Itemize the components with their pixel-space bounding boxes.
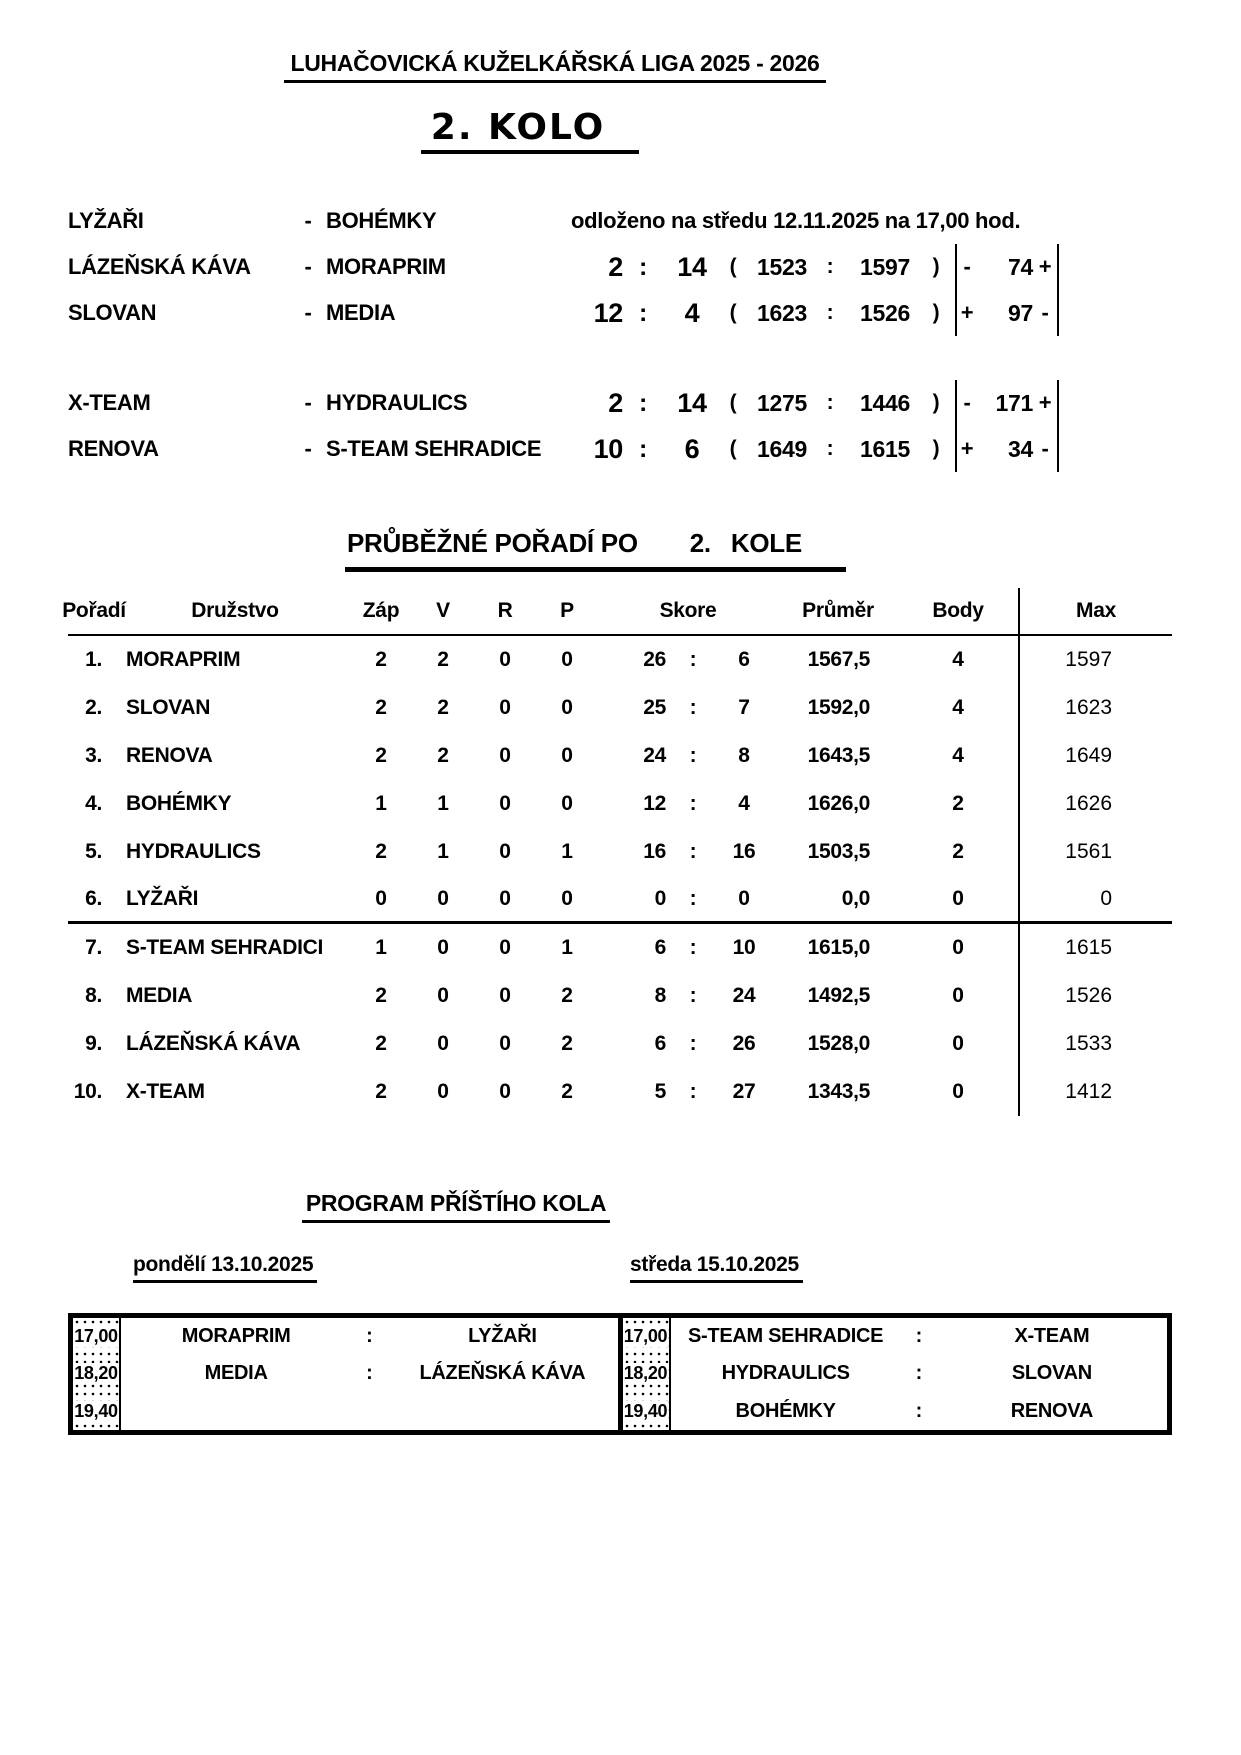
col-header-zap: Záp xyxy=(350,588,412,636)
standings-title-suffix: KOLE xyxy=(730,528,802,558)
pins-away: 1615 xyxy=(860,435,910,462)
versus-colon: : xyxy=(915,1362,922,1385)
score-against: 7 xyxy=(738,696,750,719)
paren-close: ) xyxy=(932,255,940,278)
time-label: 19,40 xyxy=(623,1400,668,1421)
match-row xyxy=(68,290,1241,336)
max-score: 1412 xyxy=(1018,1068,1172,1116)
home-team: SLOVAN xyxy=(68,300,157,325)
score-for: 6 xyxy=(654,1032,666,1055)
col-header-skore: Skore xyxy=(598,588,778,636)
rank: 6. xyxy=(68,876,120,924)
time-slot xyxy=(623,1318,669,1355)
average: 1626,0 xyxy=(807,792,870,815)
paren-close: ) xyxy=(932,391,940,414)
losses: 0 xyxy=(561,696,573,719)
diff-sign-left: + xyxy=(955,290,977,336)
average: 0,0 xyxy=(778,876,898,924)
away-team: LÁZEŇSKÁ KÁVA xyxy=(419,1362,586,1385)
time-column xyxy=(73,1318,121,1430)
max-score: 1561 xyxy=(1018,828,1172,876)
average: 1503,5 xyxy=(807,840,870,863)
paren-open: ( xyxy=(729,437,737,460)
pins-colon: : xyxy=(826,437,834,460)
score-home: 2 xyxy=(608,251,623,282)
score-for: 16 xyxy=(643,840,666,863)
versus-colon: : xyxy=(366,1325,373,1348)
games: 2 xyxy=(375,744,387,767)
schedule-row xyxy=(121,1355,618,1392)
rank: 4. xyxy=(85,792,102,815)
score-home: 2 xyxy=(608,387,623,418)
wins: 1 xyxy=(437,840,449,863)
points: 4 xyxy=(952,648,964,671)
draws: 0 xyxy=(474,876,536,924)
score-colon: : xyxy=(676,876,710,924)
versus-colon: : xyxy=(366,1362,373,1385)
score-colon: : xyxy=(689,792,697,815)
separator-dash: - xyxy=(304,390,312,415)
average: 1343,5 xyxy=(807,1080,870,1103)
score-colon: : xyxy=(689,1080,697,1103)
schedule-rows xyxy=(121,1318,618,1430)
team-name: MORAPRIM xyxy=(126,648,241,671)
match-row xyxy=(68,244,1241,290)
paren-open: ( xyxy=(729,255,737,278)
score-against: 6 xyxy=(738,648,750,671)
pins-colon: : xyxy=(826,255,834,278)
score-colon: : xyxy=(689,1032,697,1055)
max-score: 1533 xyxy=(1018,1020,1172,1068)
results-section xyxy=(68,198,1241,472)
team-name: LYŽAŘI xyxy=(120,876,350,924)
wins: 2 xyxy=(437,744,449,767)
score-colon: : xyxy=(638,252,648,281)
pins-home: 1275 xyxy=(757,389,807,416)
score-colon: : xyxy=(689,840,697,863)
score-for: 12 xyxy=(643,792,666,815)
program-title-area xyxy=(0,1190,912,1223)
schedule-row xyxy=(671,1318,1168,1355)
score-for: 26 xyxy=(643,648,666,671)
score-against: 4 xyxy=(738,792,750,815)
score-against: 0 xyxy=(710,876,778,924)
points: 0 xyxy=(952,1080,964,1103)
rank: 5. xyxy=(85,840,102,863)
time-slot xyxy=(623,1393,669,1430)
average: 1528,0 xyxy=(807,1032,870,1055)
wins: 0 xyxy=(437,984,449,1007)
team-name: X-TEAM xyxy=(126,1080,205,1103)
home-team: MEDIA xyxy=(204,1362,268,1385)
col-header-druzstvo: Družstvo xyxy=(120,588,350,636)
losses: 2 xyxy=(561,1032,573,1055)
games: 2 xyxy=(375,1080,387,1103)
score-against: 10 xyxy=(732,936,756,959)
wins: 0 xyxy=(412,876,474,924)
losses: 1 xyxy=(561,840,573,863)
max-score: 1626 xyxy=(1018,780,1172,828)
draws: 0 xyxy=(499,1032,511,1055)
time-label: 18,20 xyxy=(623,1363,668,1384)
losses: 0 xyxy=(561,792,573,815)
time-label: 17,00 xyxy=(623,1326,668,1347)
max-score: 1615 xyxy=(1018,924,1172,972)
league-title: LUHAČOVICKÁ KUŽELKÁŘSKÁ LIGA 2025 - 2026 xyxy=(284,50,825,83)
col-header-body: Body xyxy=(898,588,1018,636)
max-score: 1526 xyxy=(1018,972,1172,1020)
score-away: 14 xyxy=(677,251,707,282)
score-home: 10 xyxy=(593,433,623,464)
program-date-monday: pondělí 13.10.2025 xyxy=(133,1253,317,1283)
score-colon: : xyxy=(638,298,648,327)
away-team: X-TEAM xyxy=(1014,1325,1090,1348)
draws: 0 xyxy=(499,696,511,719)
score-against: 27 xyxy=(732,1080,756,1103)
max-score: 1597 xyxy=(1018,636,1172,684)
team-name: RENOVA xyxy=(126,744,213,767)
schedule-rows xyxy=(671,1318,1168,1430)
rank: 8. xyxy=(85,984,102,1007)
diff-sign-right: + xyxy=(1033,380,1059,426)
paren-close: ) xyxy=(932,437,940,460)
draws: 0 xyxy=(499,744,511,767)
score-for: 6 xyxy=(654,936,666,959)
away-team: RENOVA xyxy=(1010,1399,1094,1422)
away-team: SLOVAN xyxy=(1011,1362,1092,1385)
pins-away: 1597 xyxy=(860,253,910,280)
draws: 0 xyxy=(499,792,511,815)
pins-away: 1526 xyxy=(860,299,910,326)
time-label: 17,00 xyxy=(74,1326,118,1347)
col-header-v: V xyxy=(412,588,474,636)
pins-colon: : xyxy=(826,391,834,414)
standings-title xyxy=(345,528,846,572)
games: 2 xyxy=(375,648,387,671)
time-label: 18,20 xyxy=(74,1363,118,1384)
wins: 1 xyxy=(437,792,449,815)
score-for: 8 xyxy=(654,984,666,1007)
diff-sign-left: - xyxy=(955,380,977,426)
score-away: 14 xyxy=(677,387,707,418)
games: 2 xyxy=(375,1032,387,1055)
team-name: S-TEAM SEHRADICI xyxy=(126,936,324,959)
away-team: MEDIA xyxy=(326,300,396,325)
schedule-row xyxy=(121,1393,618,1430)
separator-dash: - xyxy=(304,208,312,233)
match-row xyxy=(68,426,1241,472)
score-away: 4 xyxy=(684,297,700,328)
score-against: 8 xyxy=(738,744,750,767)
schedule-row xyxy=(671,1393,1168,1430)
losses: 0 xyxy=(536,876,598,924)
time-slot xyxy=(623,1355,669,1392)
header-area xyxy=(0,50,1110,83)
program-date-wednesday: středa 15.10.2025 xyxy=(630,1253,803,1283)
wins: 2 xyxy=(437,648,449,671)
games: 1 xyxy=(375,936,387,959)
points: 2 xyxy=(952,792,964,815)
home-team: LYŽAŘI xyxy=(68,208,144,233)
separator-dash: - xyxy=(304,436,312,461)
games: 2 xyxy=(375,984,387,1007)
draws: 0 xyxy=(499,1080,511,1103)
team-name: BOHÉMKY xyxy=(126,792,232,815)
rank: 7. xyxy=(85,936,102,959)
away-team: LYŽAŘI xyxy=(468,1325,537,1348)
schedule-box xyxy=(68,1313,1172,1435)
home-team: X-TEAM xyxy=(68,390,151,415)
standings-title-area xyxy=(345,528,1241,572)
time-slot xyxy=(73,1318,119,1355)
team-name: HYDRAULICS xyxy=(126,840,261,863)
diff-value: 34 xyxy=(1008,435,1033,462)
average: 1592,0 xyxy=(807,696,870,719)
schedule-monday xyxy=(73,1318,623,1430)
paren-open: ( xyxy=(729,391,737,414)
score-against: 16 xyxy=(732,840,756,863)
score-for: 0 xyxy=(598,876,676,924)
points: 4 xyxy=(952,744,964,767)
points: 4 xyxy=(952,696,964,719)
team-name: LÁZEŇSKÁ KÁVA xyxy=(126,1032,301,1055)
losses: 2 xyxy=(561,1080,573,1103)
pins-home: 1523 xyxy=(757,253,807,280)
pins-away: 1446 xyxy=(860,389,910,416)
home-team: BOHÉMKY xyxy=(735,1399,836,1422)
schedule-row xyxy=(671,1355,1168,1392)
draws: 0 xyxy=(499,840,511,863)
home-team: RENOVA xyxy=(68,436,159,461)
losses: 0 xyxy=(561,648,573,671)
home-team: S-TEAM SEHRADICE xyxy=(688,1325,884,1348)
games: 0 xyxy=(350,876,412,924)
average: 1615,0 xyxy=(807,936,870,959)
losses: 0 xyxy=(561,744,573,767)
score-for: 5 xyxy=(654,1080,666,1103)
rank: 1. xyxy=(85,648,102,671)
average: 1492,5 xyxy=(807,984,870,1007)
diff-sign-right: - xyxy=(1033,426,1059,472)
results-spacer xyxy=(68,336,1241,380)
score-away: 6 xyxy=(684,433,700,464)
home-team: HYDRAULICS xyxy=(721,1362,850,1385)
pins-colon: : xyxy=(826,301,834,324)
diff-sign-left: - xyxy=(955,244,977,290)
paren-close: ) xyxy=(932,301,940,324)
points: 2 xyxy=(952,840,964,863)
diff-sign-right: - xyxy=(1033,290,1059,336)
match-row xyxy=(68,380,1241,426)
score-home: 12 xyxy=(593,297,623,328)
games: 1 xyxy=(375,792,387,815)
score-colon: : xyxy=(638,434,648,463)
match-row xyxy=(68,198,1241,244)
program-title: PROGRAM PŘÍŠTÍHO KOLA xyxy=(302,1190,610,1223)
diff-value: 171 xyxy=(995,389,1033,416)
away-team: BOHÉMKY xyxy=(326,208,437,233)
games: 2 xyxy=(375,696,387,719)
time-label: 19,40 xyxy=(74,1400,118,1421)
losses: 2 xyxy=(561,984,573,1007)
versus-colon: : xyxy=(915,1325,922,1348)
round-title-area xyxy=(0,107,1060,154)
games: 2 xyxy=(375,840,387,863)
col-header-prumer: Průměr xyxy=(778,588,898,636)
separator-dash: - xyxy=(304,300,312,325)
draws: 0 xyxy=(499,984,511,1007)
score-colon: : xyxy=(689,648,697,671)
home-team: LÁZEŇSKÁ KÁVA xyxy=(68,254,251,279)
standings-title-text: PRŮBĚŽNÉ POŘADÍ PO xyxy=(347,528,638,558)
home-team: MORAPRIM xyxy=(181,1325,291,1348)
score-against: 24 xyxy=(732,984,756,1007)
score-for: 24 xyxy=(643,744,666,767)
pins-home: 1649 xyxy=(757,435,807,462)
diff-value: 74 xyxy=(1008,253,1033,280)
away-team: S-TEAM SEHRADICE xyxy=(326,436,542,461)
draws: 0 xyxy=(499,648,511,671)
wins: 0 xyxy=(437,1080,449,1103)
max-score: 1649 xyxy=(1018,732,1172,780)
away-team: HYDRAULICS xyxy=(326,390,468,415)
wins: 2 xyxy=(437,696,449,719)
points: 0 xyxy=(898,876,1018,924)
points: 0 xyxy=(952,1032,964,1055)
diff-value: 97 xyxy=(1008,299,1033,326)
score-colon: : xyxy=(689,744,697,767)
score-colon: : xyxy=(689,936,697,959)
rank: 3. xyxy=(85,744,102,767)
rank: 2. xyxy=(85,696,102,719)
draws: 0 xyxy=(499,936,511,959)
losses: 1 xyxy=(561,936,573,959)
wins: 0 xyxy=(437,1032,449,1055)
max-score: 1623 xyxy=(1018,684,1172,732)
program-dates xyxy=(0,1253,1241,1289)
score-colon: : xyxy=(689,696,697,719)
schedule-row xyxy=(121,1318,618,1355)
paren-open: ( xyxy=(729,301,737,324)
wins: 0 xyxy=(437,936,449,959)
col-header-r: R xyxy=(474,588,536,636)
time-slot xyxy=(73,1355,119,1392)
average: 1567,5 xyxy=(807,648,870,671)
col-header-poradi: Pořadí xyxy=(68,588,120,636)
standings-table xyxy=(62,588,1172,1116)
score-against: 26 xyxy=(732,1032,756,1055)
points: 0 xyxy=(952,984,964,1007)
diff-sign-left: + xyxy=(955,426,977,472)
rank: 10. xyxy=(73,1080,102,1103)
average: 1643,5 xyxy=(807,744,870,767)
score-for: 25 xyxy=(643,696,666,719)
away-team: MORAPRIM xyxy=(326,254,446,279)
standings-title-round: 2. xyxy=(689,528,711,558)
col-header-p: P xyxy=(536,588,598,636)
points: 0 xyxy=(952,936,964,959)
schedule-wednesday xyxy=(623,1318,1168,1430)
team-name: SLOVAN xyxy=(126,696,211,719)
score-colon: : xyxy=(689,984,697,1007)
document-page xyxy=(0,50,1241,1435)
time-column xyxy=(623,1318,671,1430)
round-title: 2. KOLO xyxy=(421,107,639,154)
col-header-max: Max xyxy=(1018,588,1172,636)
diff-sign-right: + xyxy=(1033,244,1059,290)
versus-colon: : xyxy=(915,1399,922,1422)
max-score: 0 xyxy=(1018,876,1172,924)
pins-home: 1623 xyxy=(757,299,807,326)
time-slot xyxy=(73,1393,119,1430)
separator-dash: - xyxy=(304,254,312,279)
score-colon: : xyxy=(638,388,648,417)
postponed-note: odloženo na středu 12.11.2025 na 17,00 hod. xyxy=(571,208,1021,233)
team-name: MEDIA xyxy=(126,984,193,1007)
rank: 9. xyxy=(85,1032,102,1055)
